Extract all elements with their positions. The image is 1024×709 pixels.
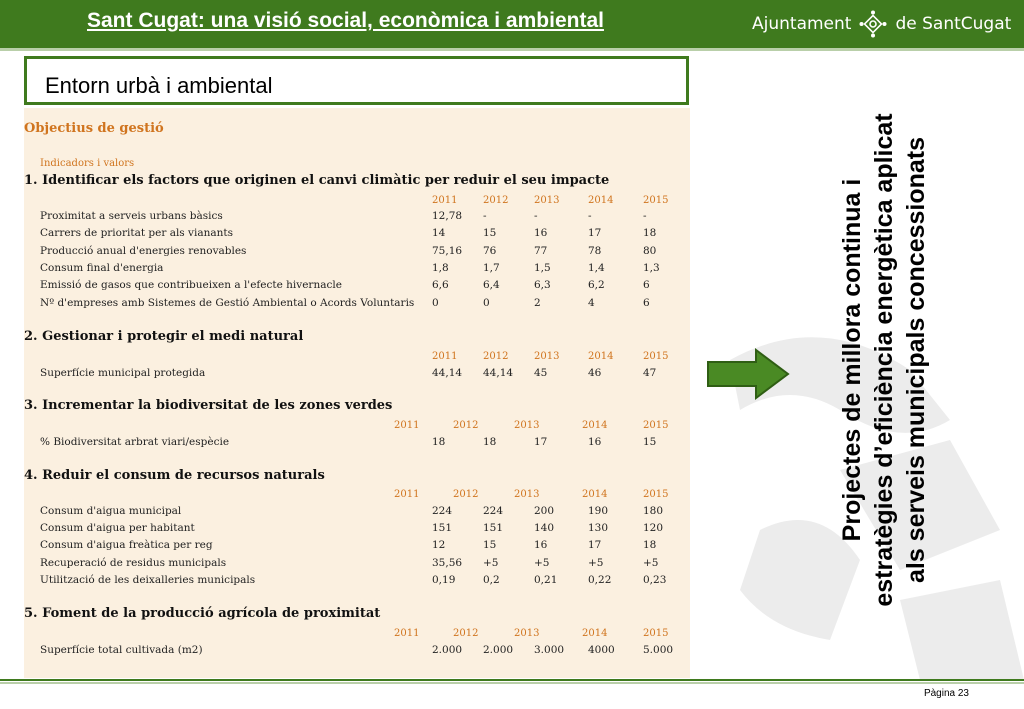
year-label: 2011 [394,420,420,431]
indicator-value: 78 [588,245,602,257]
year-label: 2014 [582,420,608,431]
indicator-value: 1,7 [483,262,500,274]
indicator-value: 0 [432,297,439,309]
indicator-value: 1,4 [588,262,605,274]
year-label: 2012 [483,195,509,206]
logo-text-left: Ajuntament [752,14,852,34]
year-label: 2013 [514,489,540,500]
vertical-callout-text: Projectes de millora continua i estratègies d’eficiència energètica aplicat als serveis municipals concessionats [838,113,930,607]
year-label: 2013 [514,420,540,431]
indicator-value: 15 [483,227,497,239]
indicator-value: 4000 [588,644,615,656]
header-bar [0,0,1024,48]
right-arrow-icon [706,348,790,400]
header-divider [0,48,1024,51]
indicator-value: 6 [643,297,650,309]
indicator-value: 3.000 [534,644,565,656]
year-label: 2012 [483,351,509,362]
indicator-value: 0,23 [643,574,667,586]
indicator-value: 12 [432,539,446,551]
indicator-value: 16 [534,227,548,239]
indicator-value: +5 [483,557,499,569]
indicator-value: 18 [643,539,657,551]
indicator-label: Proximitat a serveis urbans bàsics [40,210,223,222]
indicator-value: - [534,210,538,222]
section-heading-4: 4. Reduir el consum de recursos naturals [24,468,325,483]
indicator-value: 0,2 [483,574,500,586]
indicator-value: 16 [534,539,548,551]
indicator-value: 14 [432,227,446,239]
years-row [24,420,690,432]
santcugat-emblem-icon [859,10,887,38]
page-title: Sant Cugat: una visió social, econòmica i ambiental [87,9,604,32]
year-label: 2011 [432,195,458,206]
indicator-row [24,557,690,571]
indicator-value: 6,4 [483,279,500,291]
indicator-label: Recuperació de residus municipals [40,557,227,569]
year-label: 2015 [643,351,669,362]
indicator-value: 80 [643,245,657,257]
indicator-row [24,210,690,224]
year-label: 2012 [453,420,479,431]
indicator-value: 75,16 [432,245,463,257]
year-label: 2014 [582,489,608,500]
indicator-value: 151 [432,522,453,534]
indicator-value: 17 [588,539,602,551]
ajuntament-logo [752,10,1011,38]
year-label: 2013 [514,628,540,639]
year-label: 2015 [643,628,669,639]
indicator-value: 5.000 [643,644,674,656]
indicator-row [24,279,690,293]
logo-text-right: de SantCugat [895,14,1012,34]
years-row [24,351,690,363]
indicators-panel [24,108,690,678]
indicator-value: 130 [588,522,609,534]
year-label: 2012 [453,489,479,500]
year-label: 2015 [643,420,669,431]
indicator-value: 35,56 [432,557,463,569]
indicator-value: 18 [643,227,657,239]
panel-subtitle: Indicadors i valors [40,158,135,169]
section-heading-2: 2. Gestionar i protegir el medi natural [24,329,304,344]
indicator-row [24,574,690,588]
indicator-value: 0,21 [534,574,558,586]
year-label: 2013 [534,195,560,206]
indicator-value: 0,19 [432,574,456,586]
indicator-label: Consum d'aigua per habitant [40,522,195,534]
indicator-value: 200 [534,505,555,517]
indicator-value: 6 [643,279,650,291]
indicator-value: 47 [643,367,657,379]
indicator-value: 151 [483,522,504,534]
indicator-value: 6,6 [432,279,449,291]
year-label: 2011 [394,628,420,639]
indicator-row [24,436,690,450]
indicator-label: Consum d'aigua municipal [40,505,182,517]
indicator-value: 140 [534,522,555,534]
year-label: 2011 [432,351,458,362]
indicator-value: 15 [643,436,657,448]
indicator-value: 1,3 [643,262,660,274]
indicator-value: 1,5 [534,262,551,274]
footer-divider [0,679,1024,681]
indicator-row [24,644,690,658]
section-title-box [24,56,689,105]
year-label: 2015 [643,489,669,500]
section-title: Entorn urbà i ambiental [45,73,273,98]
indicator-label: Consum final d'energia [40,262,164,274]
indicator-value: 190 [588,505,609,517]
year-label: 2013 [534,351,560,362]
indicator-value: 46 [588,367,602,379]
years-row [24,195,690,207]
indicator-value: 2.000 [483,644,514,656]
indicator-label: Nº d'empreses amb Sistemes de Gestió Ambiental o Acords Voluntaris [40,297,415,309]
indicator-value: 15 [483,539,497,551]
indicator-value: +5 [534,557,550,569]
indicator-label: Carrers de prioritat per als vianants [40,227,233,239]
indicator-value: 45 [534,367,548,379]
indicator-label: Utilització de les deixalleries municipals [40,574,256,586]
years-row [24,489,690,501]
indicator-value: 12,78 [432,210,463,222]
indicator-value: 6,2 [588,279,605,291]
indicator-row [24,262,690,276]
section-heading-3: 3. Incrementar la biodiversitat de les zones verdes [24,398,393,413]
indicator-value: - [643,210,647,222]
indicator-value: 18 [432,436,446,448]
indicator-value: +5 [643,557,659,569]
page-number: Pàgina 23 [923,688,969,699]
indicator-value: - [483,210,487,222]
indicator-value: 76 [483,245,497,257]
indicator-row [24,227,690,241]
panel-title: Objectius de gestió [24,121,164,136]
indicator-value: 1,8 [432,262,449,274]
indicator-label: Consum d'aigua freàtica per reg [40,539,213,551]
indicator-label: Superfície total cultivada (m2) [40,644,203,656]
side-text-area [806,100,962,620]
indicator-row [24,505,690,519]
indicator-value: +5 [588,557,604,569]
indicator-row [24,522,690,536]
indicator-value: 224 [432,505,453,517]
year-label: 2012 [453,628,479,639]
indicator-row [24,367,690,381]
indicator-row [24,245,690,259]
indicator-value: 16 [588,436,602,448]
indicator-label: Producció anual d'energies renovables [40,245,247,257]
indicator-value: 120 [643,522,664,534]
years-row [24,628,690,640]
indicator-value: 77 [534,245,548,257]
indicator-value: 17 [534,436,548,448]
indicator-value: 0 [483,297,490,309]
section-heading-1: 1. Identificar els factors que originen el canvi climàtic per reduir el seu impacte [24,173,610,188]
section-heading-5: 5. Foment de la producció agrícola de proximitat [24,606,381,621]
year-label: 2014 [588,195,614,206]
year-label: 2014 [588,351,614,362]
indicator-value: 4 [588,297,595,309]
year-label: 2014 [582,628,608,639]
indicator-value: 180 [643,505,664,517]
indicator-value: 224 [483,505,504,517]
indicator-label: Emissió de gasos que contribueixen a l'efecte hivernacle [40,279,342,291]
indicator-row [24,297,690,311]
indicator-value: 0,22 [588,574,612,586]
indicator-value: 6,3 [534,279,551,291]
indicator-value: 44,14 [432,367,463,379]
indicator-value: - [588,210,592,222]
indicator-label: Superfície municipal protegida [40,367,206,379]
indicator-value: 2.000 [432,644,463,656]
year-label: 2011 [394,489,420,500]
indicator-value: 44,14 [483,367,514,379]
indicator-value: 2 [534,297,541,309]
indicator-label: % Biodiversitat arbrat viari/espècie [40,436,230,448]
indicator-value: 18 [483,436,497,448]
footer-divider-light [0,682,1024,684]
year-label: 2015 [643,195,669,206]
indicator-row [24,539,690,553]
indicator-value: 17 [588,227,602,239]
